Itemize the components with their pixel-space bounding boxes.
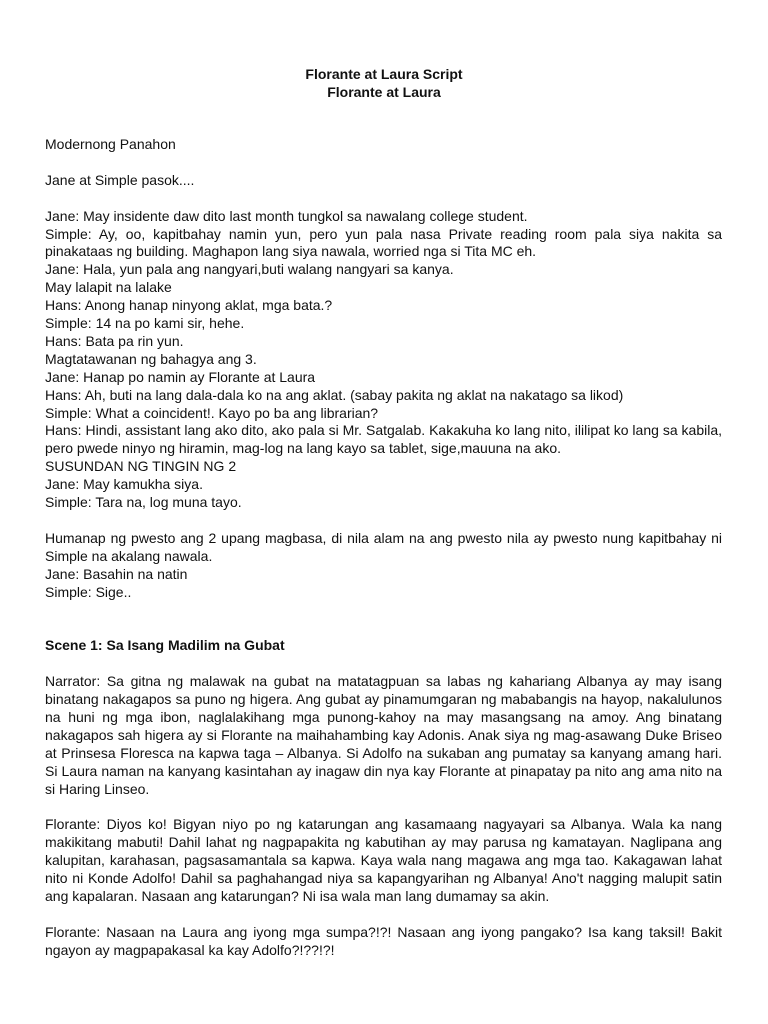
dialogue-line: Jane: May kamukha siya. (45, 476, 203, 493)
narration-paragraph: Humanap ng pwesto ang 2 upang magbasa, di nila alam na ang pwesto nila ay pwesto nung kapitbahay ni Simple na akalang nawala. (45, 529, 722, 564)
paragraph-gap (45, 512, 722, 530)
paragraph-gap (45, 798, 722, 816)
stage-direction: May lalapit na lalake (45, 279, 172, 296)
document-title: Florante at Laura Script (305, 66, 463, 82)
dialogue-line: Simple: 14 na po kami sir, hehe. (45, 315, 245, 332)
document-subtitle: Florante at Laura (327, 83, 441, 100)
entrance-line: Jane at Simple pasok.... (45, 171, 195, 188)
dialogue-line: Hans: Hindi, assistant lang ako dito, ako pala si Mr. Satgalab. Kakakuha ko lang nito, ililipat ko lang sa kabila, pero pwede ninyo ng hiramin, mag-log na lang kayo sa tablet, sige,mauuna na ako. (45, 422, 722, 457)
title-block (0, 66, 768, 101)
dialogue-line: Hans: Anong hanap ninyong aklat, mga bata.? (45, 297, 333, 314)
dialogue-line: Simple: Tara na, log muna tayo. (45, 494, 242, 511)
dialogue-line: Simple: Sige.. (45, 583, 132, 600)
florante-paragraph: Florante: Diyos ko! Bigyan niyo po ng katarungan ang kasamaang nagyayari sa Albanya. Wala ka nang makikitang mabuti! Dahil lahat ng nagpapakita ng kabutihan ay may parusa ng kamatayan. Naglipana ang kalupitan, karahasan, pagsasamantala sa kapwa. Kaya wala nang magawa ang mga tao. Kakagawan lahat nito ni Konde Adolfo! Dahil sa paghahangad niya sa kapangyarihan ng Albanya! Ano't nagging malupit satin ang kapalaran. Nasaan ang katarungan? Ni isa wala man lang dumamay sa akin. (45, 816, 722, 904)
dialogue-line: Jane: Hanap po namin ay Florante at Laura (45, 368, 316, 385)
paragraph-gap (45, 655, 722, 673)
florante-paragraph: Florante: Nasaan na Laura ang iyong mga sumpa?!?! Nasaan ang iyong pangako? Isa kang taksil! Bakit ngayon ay magpapakasal ka kay Adolfo?!??!?! (45, 923, 722, 958)
dialogue-line: Hans: Bata pa rin yun. (45, 332, 184, 349)
stage-direction: SUSUNDAN NG TINGIN NG 2 (45, 458, 237, 475)
dialogue-line: Simple: What a coincident!. Kayo po ba ang librarian? (45, 404, 379, 421)
paragraph-gap (45, 906, 722, 924)
dialogue-line: Hans: Ah, buti na lang dala-dala ko na ang aklat. (sabay pakita ng aklat na nakatago sa likod) (45, 386, 624, 403)
scene-heading: Scene 1: Sa Isang Madilim na Gubat (45, 637, 285, 654)
paragraph-gap (45, 619, 722, 637)
stage-direction: Magtatawanan ng bahagya ang 3. (45, 350, 257, 367)
document-body (45, 136, 722, 960)
paragraph-gap (45, 190, 722, 208)
paragraph-gap (45, 602, 722, 620)
dialogue-line: Jane: Hala, yun pala ang nangyari,buti walang nangyari sa kanya. (45, 261, 454, 278)
paragraph-gap (45, 154, 722, 172)
dialogue-line: Jane: Basahin na natin (45, 565, 188, 582)
dialogue-line: Simple: Ay, oo, kapitbahay namin yun, pero yun pala nasa Private reading room pala siya nakita sa pinakataas ng building. Maghapon lang siya nawala, worried nga si Tita MC eh. (45, 225, 722, 260)
setting-line: Modernong Panahon (45, 136, 176, 152)
dialogue-block-1 (45, 208, 722, 512)
dialogue-line: Jane: May insidente daw dito last month tungkol sa nawalang college student. (45, 207, 528, 224)
narrator-paragraph: Narrator: Sa gitna ng malawak na gubat na matatagpuan sa labas ng kahariang Albanya ay may isang binatang nakagapos sa puno ng higera. Ang gubat ay pinamumgaran ng mababangis na hayop, nakalulunos na huni ng mga ibon, naglalakihang mga punong-kahoy na may masangsang na amoy. Ang binatang nakagapos sah higera ay si Florante na maihahambing kay Adonis. Anak siya ng mag-asawang Duke Briseo at Prinsesa Floresca na kapwa taga – Albanya. Si Adolfo na sukaban ang pumatay sa kanyang amang hari. Si Laura naman na kanyang kasintahan ay inagaw din nya kay Florante at pinapatay pa nito ang ama nito na si Haring Linseo. (45, 673, 722, 797)
